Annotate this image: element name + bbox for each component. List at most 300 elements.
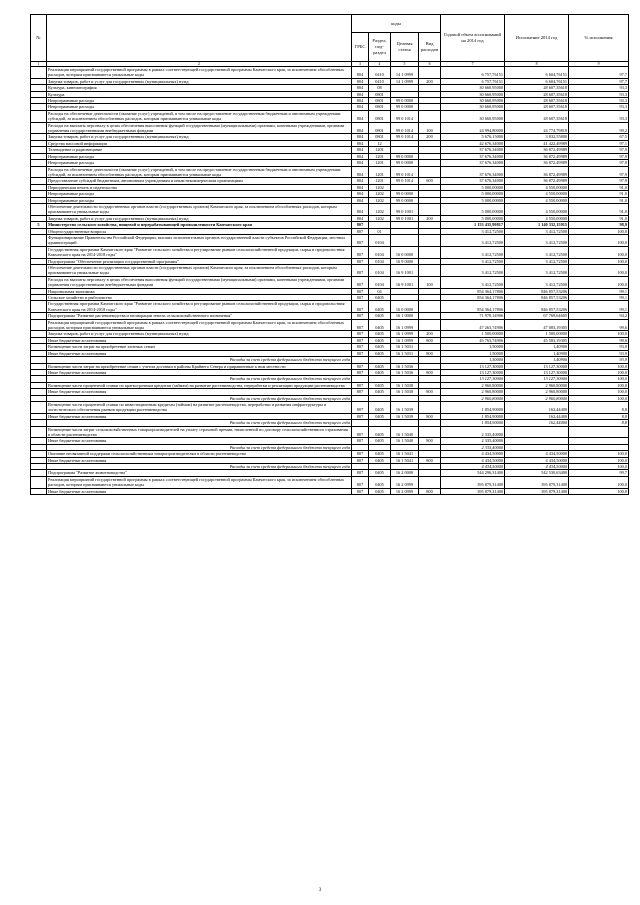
row-number xyxy=(31,203,47,215)
row-name: Иные бюджетные ассигнования xyxy=(47,389,352,395)
row-name: Оказание несвязанной поддержки сельскохозяйственным товаропроизводителям в области растениеводства xyxy=(47,451,352,457)
row-fact: 4 434,50000 xyxy=(505,457,569,463)
row-celevaya: 16 1 5038 xyxy=(391,389,419,395)
row-celevaya: 16 9 1001 xyxy=(391,265,419,277)
row-plan: 13 127,30000 xyxy=(441,363,505,369)
row-plan: 37 676,34000 xyxy=(441,147,505,153)
row-percent: 93,3 xyxy=(569,85,629,91)
row-celevaya: 16 1 5031 xyxy=(391,350,419,356)
row-vid xyxy=(419,246,441,258)
row-razdel: 1201 xyxy=(369,147,391,153)
row-celevaya: 99 0 0000 xyxy=(391,160,419,166)
row-plan: 2 335,40000 xyxy=(441,444,505,450)
row-plan: 24 994,80000 xyxy=(441,122,505,134)
row-name: Министерство сельского хозяйства, пищевой и перерабатывающей промышленности Камчатского края xyxy=(47,222,352,228)
row-plan: 30 660,95000 xyxy=(441,98,505,104)
header-razdel: Раздел, под-раздел xyxy=(369,33,391,62)
column-number: 2 xyxy=(47,62,352,67)
row-grbs: 804 xyxy=(352,153,369,159)
row-plan: 42 676,34000 xyxy=(441,140,505,146)
row-name: Реализация мероприятий государственной программы в рамках соответствующей государственной программы Камчатского края, за исключением обособленных расходов, которым присваиваются уникальные коды xyxy=(47,319,352,331)
row-name: Расходы за счет средств федерального бюджета текущего года xyxy=(47,444,352,450)
row-plan: 395 879,31400 xyxy=(441,476,505,488)
row-plan: 30 660,95000 xyxy=(441,91,505,97)
row-percent: 91,0 xyxy=(569,215,629,221)
row-percent: 100,0 xyxy=(569,488,629,494)
row-percent: 97,9 xyxy=(569,153,629,159)
row-plan: 37 676,34000 xyxy=(441,153,505,159)
row-fact: 36 872,49989 xyxy=(505,147,569,153)
row-vid: 200 xyxy=(419,215,441,221)
row-name: Расходы на обеспечение деятельности (оказание услуг) учреждений, в том числе на предоставление государственным бюджетным и автономным учреждениям субсидий, за исключением обособленных расходов, которым присваиваются уникальные коды xyxy=(47,110,352,122)
row-fact: 36 872,49989 xyxy=(505,160,569,166)
row-razdel: 08 xyxy=(369,85,391,91)
row-plan: 4 434,50000 xyxy=(441,451,505,457)
row-razdel: 0405 xyxy=(369,476,391,488)
row-vid: 800 xyxy=(419,389,441,395)
row-grbs: 804 xyxy=(352,203,369,215)
row-fact: 846 857,53206 xyxy=(505,295,569,301)
row-name: Возмещение части затрат на приобретение элитных семян xyxy=(47,344,352,350)
row-name: Подпрограмма "Развитие животноводства" xyxy=(47,470,352,476)
row-number xyxy=(31,488,47,494)
row-name: Возмещение части затрат на приобретение семян с учетом доставки в районы Крайнего Севера и приравненные к ним местности xyxy=(47,363,352,369)
table-row xyxy=(31,301,629,313)
row-fact: 3 412,72500 xyxy=(505,265,569,277)
row-percent: 100,0 xyxy=(569,276,629,288)
row-grbs: 807 xyxy=(352,426,369,438)
row-fact: 3 412,72500 xyxy=(505,276,569,288)
row-plan: 13 127,30000 xyxy=(441,376,505,382)
row-plan: 1,50000 xyxy=(441,344,505,350)
row-fact: 2 960,80000 xyxy=(505,382,569,388)
row-name: Государственная программа Камчатского края "Развитие сельского хозяйства и регулирование рынков сельскохозяйственной продукции, сырья и продовольствия Камчатского края на 2014-2018 годы" xyxy=(47,246,352,258)
row-grbs: 807 xyxy=(352,389,369,395)
row-grbs: 807 xyxy=(352,451,369,457)
row-name: Предоставление субсидий бюджетным, автономным учреждениям и иным некоммерческим организациям xyxy=(47,178,352,184)
row-fact: 1,40900 xyxy=(505,357,569,363)
row-razdel: 1202 xyxy=(369,184,391,190)
row-name: Телевидение и радиовещание xyxy=(47,147,352,153)
row-vid xyxy=(419,203,441,215)
row-vid: 200 xyxy=(419,134,441,140)
row-number xyxy=(31,166,47,178)
row-grbs: 804 xyxy=(352,166,369,178)
row-celevaya: 16 2 0999 xyxy=(391,476,419,488)
row-grbs: 804 xyxy=(352,191,369,197)
row-plan: 854 364,17806 xyxy=(441,288,505,294)
row-razdel: 1201 xyxy=(369,178,391,184)
row-grbs: 804 xyxy=(352,67,369,79)
row-grbs: 807 xyxy=(352,222,369,228)
row-plan: 37 676,34000 xyxy=(441,178,505,184)
row-plan: 5 000,00000 xyxy=(441,215,505,221)
row-grbs: 807 xyxy=(352,382,369,388)
row-percent: 97,7 xyxy=(569,78,629,84)
row-celevaya: 16 1 5036 xyxy=(391,363,419,369)
row-name: Иные бюджетные ассигнования xyxy=(47,438,352,444)
row-razdel: 0405 xyxy=(369,426,391,438)
row-celevaya: 16 0 0000 xyxy=(391,246,419,258)
table-row xyxy=(31,67,629,79)
row-fact: 2 960,80000 xyxy=(505,389,569,395)
row-vid: 800 xyxy=(419,413,441,419)
row-name: Обеспечение деятельности государственных органов власти (государственных органов) Камчатского края, за исключением обособленных расходов, которым присваиваются уникальные коды xyxy=(47,203,352,215)
row-fact: 1,40900 xyxy=(505,344,569,350)
row-celevaya: 16 1 5041 xyxy=(391,457,419,463)
row-plan: 3 412,72500 xyxy=(441,246,505,258)
row-plan: 3 412,72500 xyxy=(441,265,505,277)
row-plan: 13 127,30000 xyxy=(441,369,505,375)
row-grbs: 804 xyxy=(352,178,369,184)
row-number xyxy=(31,122,47,134)
column-number: 7 xyxy=(441,62,505,67)
header-grbs: ГРБС xyxy=(352,33,369,62)
table-row xyxy=(31,246,629,258)
row-razdel: 04 xyxy=(369,288,391,294)
row-vid: 200 xyxy=(419,331,441,337)
row-percent: 97,1 xyxy=(569,140,629,146)
row-razdel: 0405 xyxy=(369,337,391,343)
row-percent: 91,0 xyxy=(569,197,629,203)
row-name: Государственная программа Камчатского края "Развитие сельского хозяйства и регулирование рынков сельскохозяйственной продукции, сырья и продовольствия Камчатского края на 2014-2018 годы" xyxy=(47,301,352,313)
row-plan: 5 676,15000 xyxy=(441,134,505,140)
row-razdel: 1201 xyxy=(369,160,391,166)
row-celevaya: 16 1 0999 xyxy=(391,337,419,343)
row-fact: 28 607,35618 xyxy=(505,110,569,122)
header-codes: коды xyxy=(352,15,441,33)
row-plan: 854 364,17806 xyxy=(441,301,505,313)
row-celevaya: 16 1 5040 xyxy=(391,438,419,444)
row-percent: 91,0 xyxy=(569,203,629,215)
row-grbs: 807 xyxy=(352,276,369,288)
row-name: Обеспечение деятельности государственных органов власти (государственных органов) Камчатского края, за исключением обособленных расходов, которым присваиваются уникальные коды xyxy=(47,265,352,277)
row-vid xyxy=(419,67,441,79)
row-percent: 93,9 xyxy=(569,344,629,350)
row-name: Непрограммные расходы xyxy=(47,153,352,159)
row-name: Непрограммные расходы xyxy=(47,191,352,197)
row-razdel: 0405 xyxy=(369,331,391,337)
row-name: Иные бюджетные ассигнования xyxy=(47,488,352,494)
row-name: Культура xyxy=(47,91,352,97)
row-number xyxy=(31,401,47,413)
row-percent: 93,3 xyxy=(569,104,629,110)
row-percent: 91,0 xyxy=(569,191,629,197)
row-razdel: 0801 xyxy=(369,98,391,104)
row-percent: 100,0 xyxy=(569,234,629,246)
row-razdel: 0405 xyxy=(369,363,391,369)
row-grbs: 807 xyxy=(352,363,369,369)
row-celevaya: 99 0 1001 xyxy=(391,203,419,215)
row-name: Иные бюджетные ассигнования xyxy=(47,457,352,463)
row-celevaya: 99 0 0000 xyxy=(391,197,419,203)
row-grbs: 807 xyxy=(352,313,369,319)
row-celevaya: 16 1 0000 xyxy=(391,313,419,319)
column-number: 6 xyxy=(419,62,441,67)
row-razdel: 0410 xyxy=(369,78,391,84)
row-name: Непрограммные расходы xyxy=(47,104,352,110)
row-grbs: 807 xyxy=(352,337,369,343)
row-fact: 4 434,50000 xyxy=(505,451,569,457)
row-plan: 4 434,50000 xyxy=(441,457,505,463)
header-vid: Вид расходов xyxy=(419,33,441,62)
table-header xyxy=(31,15,629,67)
row-razdel: 1202 xyxy=(369,191,391,197)
column-number: 4 xyxy=(369,62,391,67)
row-name: Общегосударственные вопросы xyxy=(47,228,352,234)
row-razdel: 0405 xyxy=(369,389,391,395)
row-celevaya: 99 0 1014 xyxy=(391,178,419,184)
row-grbs: 807 xyxy=(352,350,369,356)
row-vid xyxy=(419,234,441,246)
row-number xyxy=(31,110,47,122)
row-grbs: 807 xyxy=(352,234,369,246)
row-name: Реализация мероприятий государственной программы в рамках соответствующей государственной программы Камчатского края, за исключением обособленных расходов, которым присваиваются уникальные коды xyxy=(47,476,352,488)
row-celevaya: 14 1 0999 xyxy=(391,67,419,79)
row-fact: 28 607,35618 xyxy=(505,91,569,97)
row-celevaya: 16 1 5039 xyxy=(391,413,419,419)
row-percent: 100,0 xyxy=(569,228,629,234)
budget-report-sheet xyxy=(30,14,628,495)
row-grbs: 807 xyxy=(352,228,369,234)
row-fact: 395 879,31400 xyxy=(505,476,569,488)
row-grbs: 804 xyxy=(352,197,369,203)
row-fact: 4 550,00000 xyxy=(505,191,569,197)
row-fact: 28 607,35618 xyxy=(505,85,569,91)
column-number: 5 xyxy=(391,62,419,67)
row-percent: 97,9 xyxy=(569,160,629,166)
row-vid xyxy=(419,166,441,178)
row-fact: 4 550,00000 xyxy=(505,215,569,221)
row-fact: 3 832,55800 xyxy=(505,134,569,140)
row-grbs: 807 xyxy=(352,295,369,301)
row-grbs: 807 xyxy=(352,258,369,264)
row-celevaya: 99 0 0000 xyxy=(391,98,419,104)
row-razdel: 0801 xyxy=(369,91,391,97)
row-razdel: 0801 xyxy=(369,110,391,122)
row-fact: 28 607,35618 xyxy=(505,104,569,110)
row-grbs: 804 xyxy=(352,104,369,110)
row-plan: 37 676,34000 xyxy=(441,160,505,166)
row-celevaya: 16 1 0999 xyxy=(391,331,419,337)
row-vid: 600 xyxy=(419,178,441,184)
row-number: 5 xyxy=(31,222,47,228)
row-name: Непрограммные расходы xyxy=(47,197,352,203)
row-razdel: 0104 xyxy=(369,265,391,277)
row-vid xyxy=(419,401,441,413)
table-row xyxy=(31,426,629,438)
row-name: Расходы за счет средств федерального бюджета текущего года xyxy=(47,464,352,470)
row-percent: 99,1 xyxy=(569,301,629,313)
row-percent: 99,1 xyxy=(569,295,629,301)
row-razdel: 0405 xyxy=(369,413,391,419)
row-name: Расходы за счет средств федерального бюджета текущего года xyxy=(47,376,352,382)
row-plan: 2 960,80000 xyxy=(441,382,505,388)
row-plan: 6 757,76151 xyxy=(441,78,505,84)
row-name: Возмещение части процентной ставки по краткосрочным кредитам (займам) на развитие растениеводства, переработки и реализации продукции растениеводства xyxy=(47,382,352,388)
row-razdel: 0405 xyxy=(369,382,391,388)
row-plan: 2 960,80000 xyxy=(441,389,505,395)
row-celevaya: 16 2 0999 xyxy=(391,488,419,494)
row-grbs: 804 xyxy=(352,91,369,97)
row-name: Подпрограмма "Обеспечение реализации государственной программы" xyxy=(47,258,352,264)
row-grbs: 804 xyxy=(352,160,369,166)
row-plan: 1,50000 xyxy=(441,357,505,363)
row-fact: 3 412,72500 xyxy=(505,234,569,246)
row-number xyxy=(31,426,47,438)
row-plan: 6 757,76151 xyxy=(441,67,505,79)
row-name: Функционирование Правительства Российской Федерации, высших исполнительных органов государственной власти субъектов Российской Федерации, местных администраций xyxy=(47,234,352,246)
row-fact: 4 550,00000 xyxy=(505,197,569,203)
row-celevaya: 16 1 5038 xyxy=(391,382,419,388)
row-percent: 99,6 xyxy=(569,337,629,343)
row-percent: 97,9 xyxy=(569,178,629,184)
row-fact: 1,40900 xyxy=(505,350,569,356)
row-razdel: 0405 xyxy=(369,319,391,331)
row-vid: 800 xyxy=(419,438,441,444)
row-razdel: 12 xyxy=(369,140,391,146)
row-vid: 800 xyxy=(419,350,441,356)
row-name: Расходы за счет средств федерального бюджета текущего года xyxy=(47,357,352,363)
row-percent: 100,0 xyxy=(569,451,629,457)
row-plan: 1 153 435,99817 xyxy=(441,222,505,228)
row-plan: 3 412,72500 xyxy=(441,234,505,246)
row-grbs: 804 xyxy=(352,85,369,91)
table-row xyxy=(31,166,629,178)
row-percent: 99,1 xyxy=(569,288,629,294)
row-number xyxy=(31,67,47,79)
header-celevaya: Целевая статья xyxy=(391,33,419,62)
column-number: 9 xyxy=(569,62,629,67)
row-grbs: 804 xyxy=(352,134,369,140)
row-razdel: 0405 xyxy=(369,451,391,457)
row-grbs: 804 xyxy=(352,215,369,221)
row-plan: 1 854,90000 xyxy=(441,420,505,426)
row-fact: 45 583,19305 xyxy=(505,337,569,343)
row-name: Культура, кинематография xyxy=(47,85,352,91)
row-grbs: 804 xyxy=(352,98,369,104)
row-grbs: 807 xyxy=(352,401,369,413)
row-percent: 100,0 xyxy=(569,376,629,382)
row-percent: 67,5 xyxy=(569,134,629,140)
row-razdel: 0405 xyxy=(369,457,391,463)
table-body xyxy=(31,67,629,495)
row-fact: 47 083,19305 xyxy=(505,319,569,331)
row-grbs: 807 xyxy=(352,369,369,375)
row-plan: 30 660,95000 xyxy=(441,104,505,110)
row-number xyxy=(31,319,47,331)
row-fact: 162,44400 xyxy=(505,401,569,413)
row-fact: 2 960,80000 xyxy=(505,395,569,401)
row-fact: 3 412,72500 xyxy=(505,228,569,234)
row-fact: 13 127,30000 xyxy=(505,376,569,382)
row-number xyxy=(31,246,47,258)
row-celevaya: 16 1 5040 xyxy=(391,426,419,438)
row-name: Расходы за счет средств федерального бюджета текущего года xyxy=(47,395,352,401)
row-name: Национальная экономика xyxy=(47,288,352,294)
row-razdel: 0405 xyxy=(369,350,391,356)
row-fact: 395 879,31400 xyxy=(505,488,569,494)
row-percent: 100,0 xyxy=(569,464,629,470)
row-grbs: 807 xyxy=(352,476,369,488)
row-percent: 98,9 xyxy=(569,222,629,228)
row-plan: 1 854,90000 xyxy=(441,413,505,419)
table-row xyxy=(31,476,629,488)
table-row xyxy=(31,401,629,413)
row-percent: 94,2 xyxy=(569,313,629,319)
row-plan: 544 296,31400 xyxy=(441,470,505,476)
row-celevaya: 16 1 5036 xyxy=(391,369,419,375)
row-fact: 6 604,76151 xyxy=(505,78,569,84)
header-num: № xyxy=(31,15,47,62)
row-percent: 100,0 xyxy=(569,395,629,401)
row-plan: 1 500,00000 xyxy=(441,331,505,337)
row-name: Периодическая печать и издательства xyxy=(47,184,352,190)
table-row xyxy=(31,276,629,288)
row-plan: 47 263,74906 xyxy=(441,319,505,331)
row-razdel: 0405 xyxy=(369,438,391,444)
row-plan: 5 000,00000 xyxy=(441,191,505,197)
row-percent: 93,9 xyxy=(569,350,629,356)
row-name: Иные бюджетные ассигнования xyxy=(47,369,352,375)
row-plan: 395 879,31400 xyxy=(441,488,505,494)
row-plan: 3 412,72500 xyxy=(441,228,505,234)
table-row xyxy=(31,110,629,122)
row-celevaya: 99 0 1014 xyxy=(391,110,419,122)
row-plan: 37 676,34000 xyxy=(441,166,505,178)
row-plan: 2 335,40000 xyxy=(441,426,505,438)
row-razdel: 0405 xyxy=(369,401,391,413)
row-plan: 5 000,00000 xyxy=(441,184,505,190)
page-number: 3 xyxy=(318,888,322,893)
row-fact: 1 140 332,15915 xyxy=(505,222,569,228)
row-vid: 800 xyxy=(419,488,441,494)
row-razdel: 0801 xyxy=(369,104,391,110)
header-percent: % исполнения xyxy=(569,15,629,62)
row-grbs: 807 xyxy=(352,288,369,294)
row-grbs: 804 xyxy=(352,78,369,84)
budget-table xyxy=(30,14,629,495)
row-percent: 100,0 xyxy=(569,258,629,264)
row-celevaya: 99 0 1014 xyxy=(391,122,419,134)
row-fact: 1 500,00000 xyxy=(505,331,569,337)
row-celevaya: 14 1 0999 xyxy=(391,78,419,84)
row-name: Закупка товаров, работ и услуг для государственных (муниципальных) нужд xyxy=(47,215,352,221)
row-fact: 846 857,53206 xyxy=(505,301,569,313)
row-name: Реализация мероприятий государственной программы в рамках соответствующей государственной программы Камчатского края, за исключением обособленных расходов, которым присваиваются уникальные коды xyxy=(47,67,352,79)
row-vid xyxy=(419,265,441,277)
row-plan: 2 960,80000 xyxy=(441,395,505,401)
row-name: Непрограммные расходы xyxy=(47,98,352,104)
row-razdel: 0410 xyxy=(369,67,391,79)
row-razdel: 0801 xyxy=(369,134,391,140)
row-fact: 162,44400 xyxy=(505,413,569,419)
row-vid xyxy=(419,476,441,488)
row-plan: 3 412,72500 xyxy=(441,276,505,288)
header-name xyxy=(47,15,352,62)
row-fact: 542 530,63400 xyxy=(505,470,569,476)
row-percent: 100,0 xyxy=(569,457,629,463)
row-grbs: 807 xyxy=(352,413,369,419)
row-fact: 13 127,30000 xyxy=(505,363,569,369)
row-percent: 93,3 xyxy=(569,91,629,97)
row-celevaya: 16 1 5031 xyxy=(391,344,419,350)
row-number xyxy=(31,265,47,277)
row-percent: 91,0 xyxy=(569,184,629,190)
row-vid xyxy=(419,319,441,331)
row-celevaya: 99 0 0000 xyxy=(391,153,419,159)
row-celevaya: 16 0 0000 xyxy=(391,301,419,313)
